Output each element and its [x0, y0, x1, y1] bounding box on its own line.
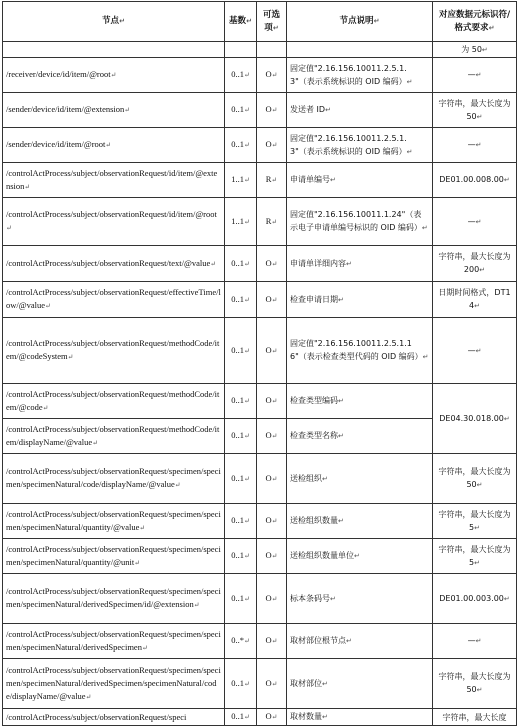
node-path: /controlActProcess/subject/observationRequest/methodCode/item/displayName/@value↵	[3, 419, 225, 454]
cardinality-cell: 0..1↵	[225, 318, 257, 384]
node-path: /controlActProcess/subject/observationRequest/id/item/@extension↵	[3, 163, 225, 198]
description-cell: 固定值"2.16.156.10011.1.24"（表示电子申请单编号标识的 OID 编码）↵	[287, 198, 433, 246]
optional-cell: R↵	[257, 163, 287, 198]
optional-cell: O↵	[257, 709, 287, 726]
description-cell: 固定值"2.16.156.10011.2.5.1.16"（表示检查类型代码的 OID 编码）↵	[287, 318, 433, 384]
optional-cell: O↵	[257, 504, 287, 539]
description-cell: 标本条码号↵	[287, 574, 433, 624]
spec-table	[2, 1, 517, 726]
node-path: /controlActProcess/subject/observationRequest/text/@value↵	[3, 246, 225, 282]
cardinality-cell: 1..1↵	[225, 163, 257, 198]
format-cell: 日期时间格式，DT14↵	[433, 282, 517, 318]
description-cell: 检查申请日期↵	[287, 282, 433, 318]
optional-cell: O↵	[257, 58, 287, 93]
cardinality-cell: 0..1↵	[225, 93, 257, 128]
optional-cell: O↵	[257, 574, 287, 624]
format-cell: 字符串，最大长度为 5↵	[433, 539, 517, 574]
description-cell: 取材部位根节点↵	[287, 624, 433, 659]
node-path: /sender/device/id/item/@root↵	[3, 128, 225, 163]
table-row	[3, 58, 517, 93]
cardinality-cell: 0..1↵	[225, 282, 257, 318]
cardinality-cell: 0..1↵	[225, 504, 257, 539]
optional-cell: O↵	[257, 624, 287, 659]
optional-cell: O↵	[257, 93, 287, 128]
format-cell: 字符串，最大长度为 200↵	[433, 246, 517, 282]
header-node: 节点↵	[3, 2, 225, 42]
optional-cell: O↵	[257, 246, 287, 282]
description-cell: 固定值"2.16.156.10011.2.5.1.3"（表示系统标识的 OID 编码）↵	[287, 128, 433, 163]
cardinality-cell: 0..1↵	[225, 539, 257, 574]
table-row	[3, 539, 517, 574]
description-cell: 申请单编号↵	[287, 163, 433, 198]
description-cell: 发送者 ID↵	[287, 93, 433, 128]
header-optional: 可选项↵	[257, 2, 287, 42]
node-path: /controlActProcess/subject/observationRequest/specimen/specimen/specimenNatural/quantity/@value↵	[3, 504, 225, 539]
description-cell: 检查类型编码↵	[287, 384, 433, 419]
format-cell: DE01.00.003.00↵	[433, 574, 517, 624]
header-format: 对应数据元标识符/格式要求↵	[433, 2, 517, 42]
node-path: /controlActProcess/subject/observationRequest/specimen/specimen/specimenNatural/quantity/@unit↵	[3, 539, 225, 574]
header-row	[3, 2, 517, 42]
description-cell: 检查类型名称↵	[287, 419, 433, 454]
node-path: /controlActProcess/subject/observationRequest/methodCode/item/@code↵	[3, 384, 225, 419]
cardinality-cell: 0..1↵	[225, 384, 257, 419]
table-row	[3, 198, 517, 246]
header-cardinality: 基数↵	[225, 2, 257, 42]
table-row	[3, 163, 517, 198]
format-cell: —↵	[433, 198, 517, 246]
cardinality-cell: 0..1↵	[225, 419, 257, 454]
cardinality-cell: 0..1↵	[225, 128, 257, 163]
cardinality-cell: 0..1↵	[225, 58, 257, 93]
table-row	[3, 659, 517, 709]
node-path: /controlActProcess/subject/observationRequest/effectiveTime/low/@value↵	[3, 282, 225, 318]
description-cell: 固定值"2.16.156.10011.2.5.1.3"（表示系统标识的 OID 编码）↵	[287, 58, 433, 93]
description-cell: 送检组织数量↵	[287, 504, 433, 539]
cardinality-cell: 0..1↵	[225, 659, 257, 709]
node-path: /receiver/device/id/item/@root↵	[3, 58, 225, 93]
format-cell: 字符串，最大长度为 5↵	[433, 504, 517, 539]
cardinality-cell: 1..1↵	[225, 198, 257, 246]
format-cell: DE01.00.008.00↵	[433, 163, 517, 198]
table-row	[3, 624, 517, 659]
table-row	[3, 246, 517, 282]
cardinality-cell: 0..1↵	[225, 246, 257, 282]
node-path: /controlActProcess/subject/observationRequest/specimen/specimen/specimenNatural/derivedSpecimen/specimenNatural/code/displayName/@value↵	[3, 659, 225, 709]
table-row	[3, 282, 517, 318]
table-row	[3, 128, 517, 163]
node-path: /controlActProcess/subject/observationRequest/specimen/specimen/specimenNatural/derivedSpecimen/id/@extension↵	[3, 574, 225, 624]
node-path: /sender/device/id/item/@extension↵	[3, 93, 225, 128]
table-row	[3, 709, 517, 726]
header-description: 节点说明↵	[287, 2, 433, 42]
format-cell: 字符串，最大长度	[433, 709, 517, 726]
optional-cell: O↵	[257, 659, 287, 709]
node-path: /controlActProcess/subject/observationRequest/specimen/specimen/specimenNatural/derivedSpecimen↵	[3, 624, 225, 659]
format-cell: —↵	[433, 58, 517, 93]
node-path: /controlActProcess/subject/observationRequest/methodCode/item/@codeSystem↵	[3, 318, 225, 384]
format-cell: 字符串，最大长度为 50↵	[433, 93, 517, 128]
format-cell: 为 50↵	[433, 42, 517, 58]
optional-cell: R↵	[257, 198, 287, 246]
description-cell: 申请单详细内容↵	[287, 246, 433, 282]
optional-cell: O↵	[257, 318, 287, 384]
description-cell: 取材数量↵	[287, 709, 433, 726]
format-cell: —↵	[433, 128, 517, 163]
table-row	[3, 384, 517, 419]
format-cell: —↵	[433, 318, 517, 384]
optional-cell: O↵	[257, 454, 287, 504]
node-path: /controlActProcess/subject/observationRequest/id/item/@root↵	[3, 198, 225, 246]
table-row	[3, 574, 517, 624]
optional-cell: O↵	[257, 419, 287, 454]
description-cell: 送检组织数量单位↵	[287, 539, 433, 574]
node-path: /controlActProcess/subject/observationRequest/specimen/specimen/specimenNatural/code/displayName/@value↵	[3, 454, 225, 504]
table-row	[3, 42, 517, 58]
cardinality-cell: 0..1↵	[225, 454, 257, 504]
description-cell: 送检组织↵	[287, 454, 433, 504]
format-cell: —↵	[433, 624, 517, 659]
table-row	[3, 318, 517, 384]
description-cell: 取材部位↵	[287, 659, 433, 709]
optional-cell: O↵	[257, 282, 287, 318]
optional-cell: O↵	[257, 384, 287, 419]
table-row	[3, 454, 517, 504]
format-cell: 字符串，最大长度为 50↵	[433, 659, 517, 709]
node-path: /controlActProcess/subject/observationRequest/speci	[3, 709, 225, 726]
cardinality-cell: 0..1↵	[225, 709, 257, 726]
table-row	[3, 93, 517, 128]
optional-cell: O↵	[257, 128, 287, 163]
table-row	[3, 504, 517, 539]
cardinality-cell: 0..1↵	[225, 574, 257, 624]
optional-cell: O↵	[257, 539, 287, 574]
format-cell: DE04.30.018.00↵	[433, 384, 517, 454]
cardinality-cell: 0..*↵	[225, 624, 257, 659]
format-cell: 字符串，最大长度为 50↵	[433, 454, 517, 504]
